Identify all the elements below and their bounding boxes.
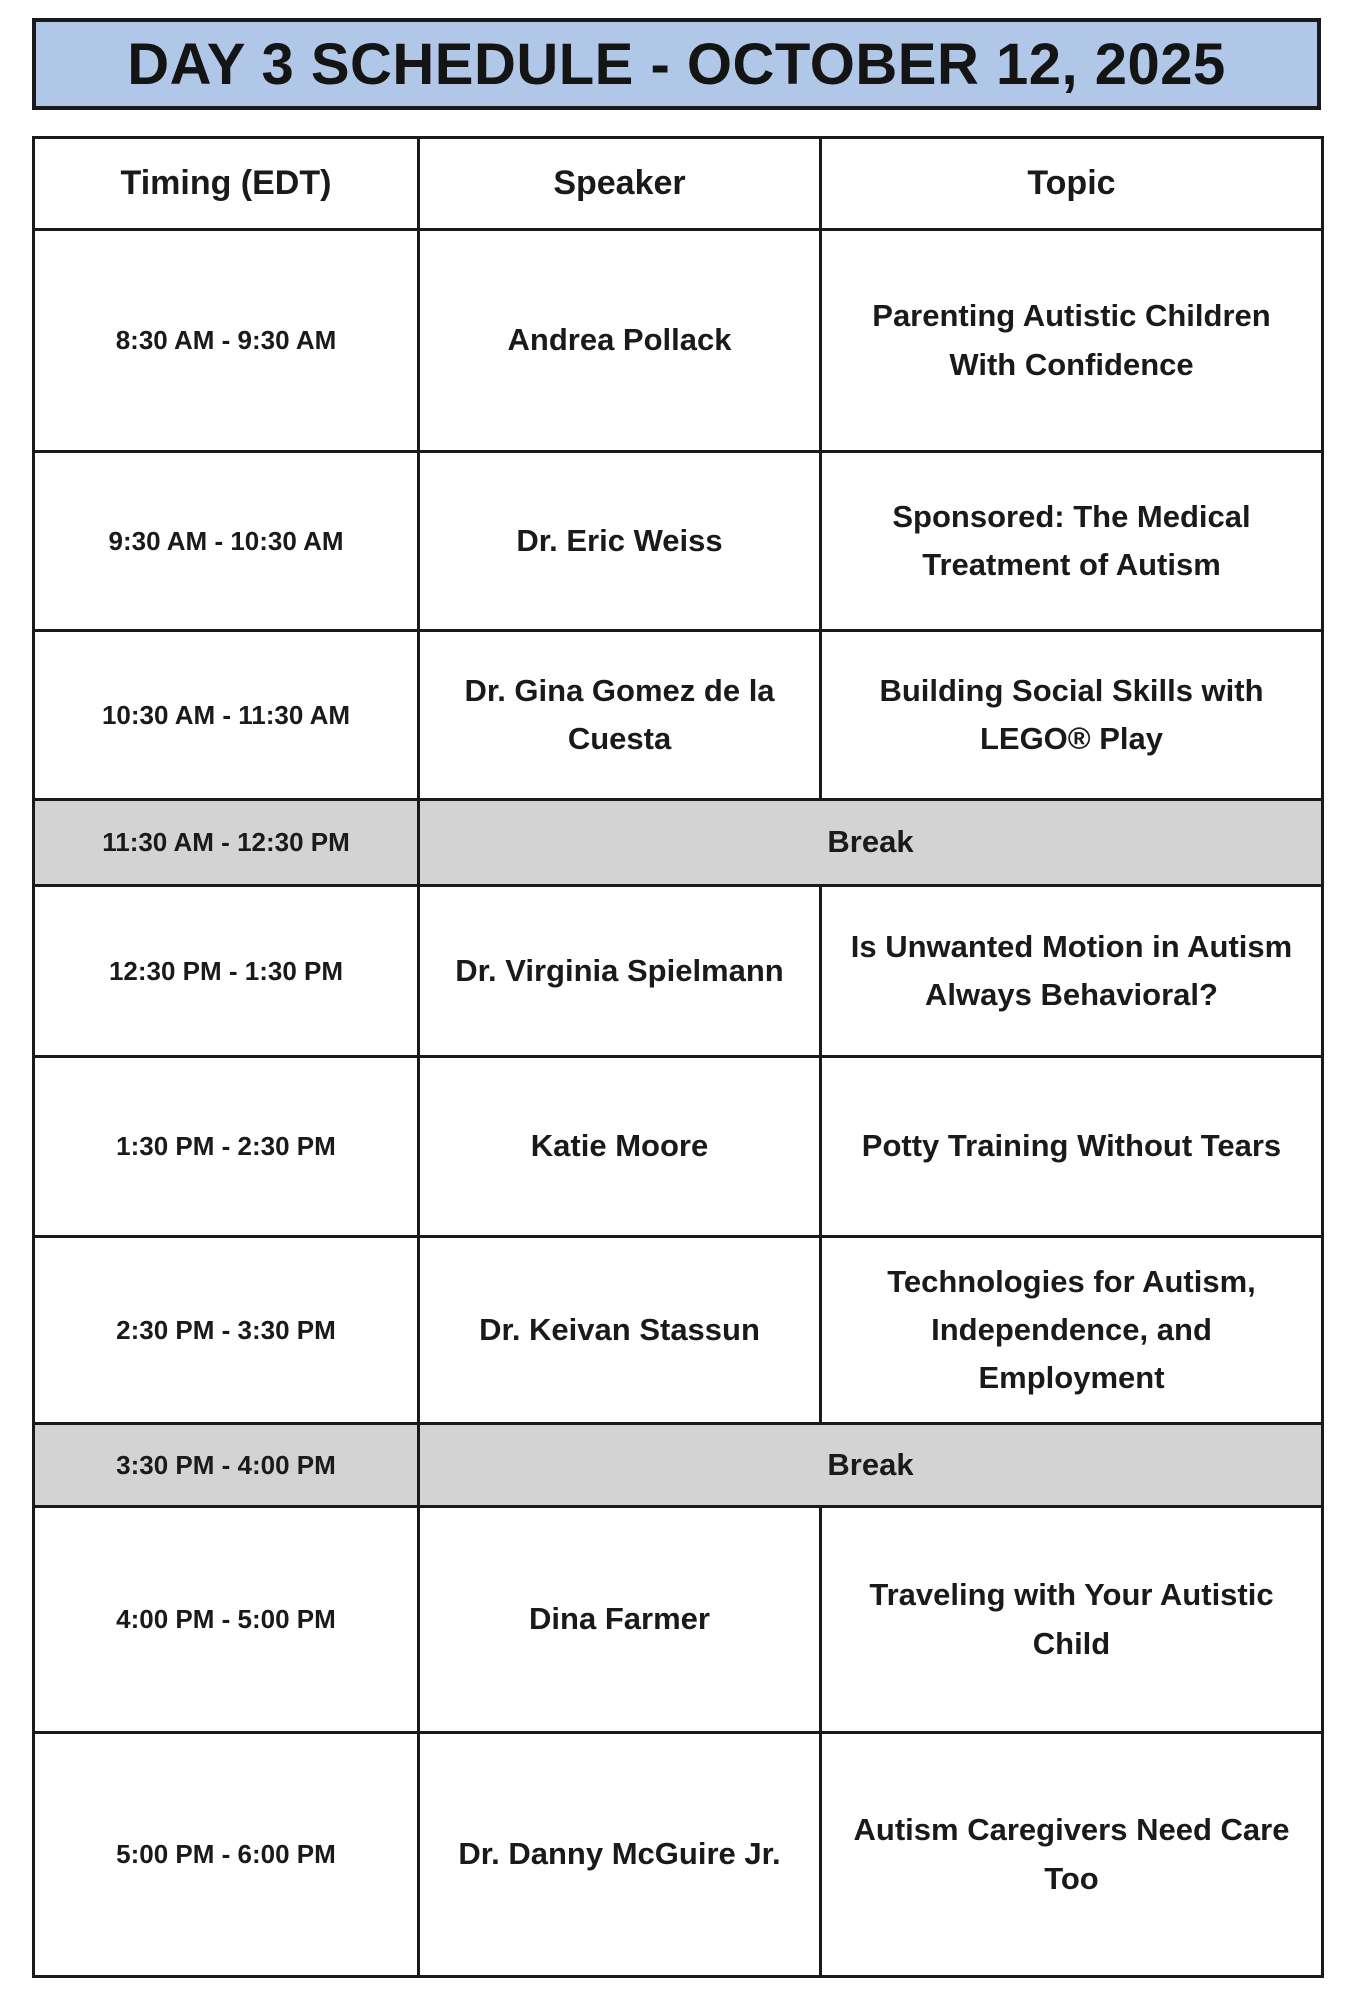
table-row (34, 230, 1323, 452)
session-speaker: Dr. Eric Weiss (419, 452, 821, 631)
table-row (34, 1733, 1323, 1977)
session-time: 5:00 PM - 6:00 PM (34, 1733, 419, 1977)
table-row (34, 886, 1323, 1057)
session-topic: Potty Training Without Tears (821, 1057, 1323, 1237)
table-row (34, 1507, 1323, 1733)
table-row (34, 1237, 1323, 1424)
break-row (34, 800, 1323, 886)
column-header-timing: Timing (EDT) (34, 138, 419, 230)
session-speaker: Katie Moore (419, 1057, 821, 1237)
table-row (34, 631, 1323, 800)
table-row (34, 1057, 1323, 1237)
break-row (34, 1424, 1323, 1507)
page-title: DAY 3 SCHEDULE - OCTOBER 12, 2025 (127, 31, 1226, 97)
session-topic: Autism Caregivers Need Care Too (821, 1733, 1323, 1977)
session-topic: Parenting Autistic Children With Confidence (821, 230, 1323, 452)
break-time: 11:30 AM - 12:30 PM (34, 800, 419, 886)
title-banner (32, 18, 1321, 110)
session-time: 8:30 AM - 9:30 AM (34, 230, 419, 452)
session-speaker: Dr. Danny McGuire Jr. (419, 1733, 821, 1977)
session-topic: Building Social Skills with LEGO® Play (821, 631, 1323, 800)
session-topic: Traveling with Your Autistic Child (821, 1507, 1323, 1733)
session-topic: Sponsored: The Medical Treatment of Autism (821, 452, 1323, 631)
session-speaker: Dina Farmer (419, 1507, 821, 1733)
table-row (34, 452, 1323, 631)
column-header-speaker: Speaker (419, 138, 821, 230)
session-topic: Technologies for Autism, Independence, and Employment (821, 1237, 1323, 1424)
break-label: Break (419, 1424, 1323, 1507)
session-speaker: Dr. Virginia Spielmann (419, 886, 821, 1057)
session-time: 12:30 PM - 1:30 PM (34, 886, 419, 1057)
header-row (34, 138, 1323, 230)
session-topic: Is Unwanted Motion in Autism Always Behavioral? (821, 886, 1323, 1057)
session-speaker: Dr. Gina Gomez de la Cuesta (419, 631, 821, 800)
session-speaker: Andrea Pollack (419, 230, 821, 452)
column-header-topic: Topic (821, 138, 1323, 230)
session-time: 10:30 AM - 11:30 AM (34, 631, 419, 800)
session-time: 9:30 AM - 10:30 AM (34, 452, 419, 631)
session-time: 2:30 PM - 3:30 PM (34, 1237, 419, 1424)
session-time: 4:00 PM - 5:00 PM (34, 1507, 419, 1733)
schedule-table (32, 136, 1324, 1978)
break-label: Break (419, 800, 1323, 886)
session-speaker: Dr. Keivan Stassun (419, 1237, 821, 1424)
session-time: 1:30 PM - 2:30 PM (34, 1057, 419, 1237)
break-time: 3:30 PM - 4:00 PM (34, 1424, 419, 1507)
